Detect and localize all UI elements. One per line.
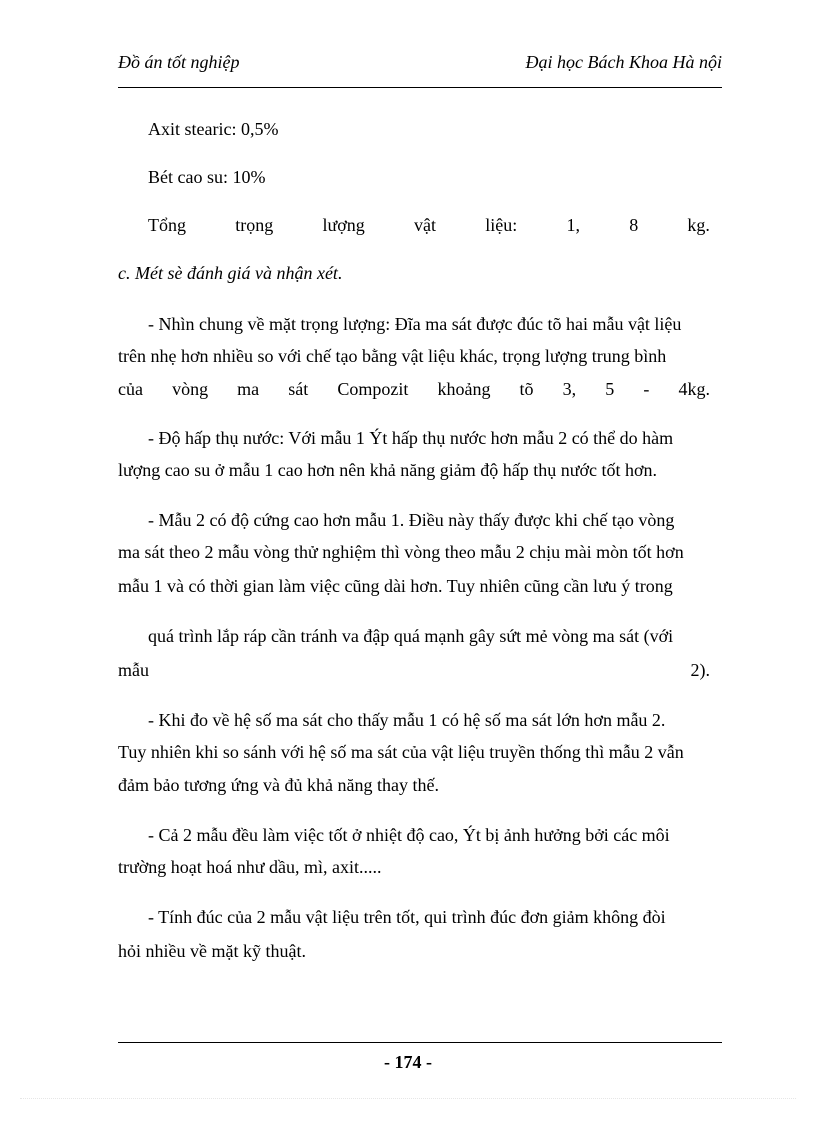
paragraph-line-text: trên nhẹ hơn nhiều so với chế tạo bằng vật liệu khác, trọng lượng trung bình (118, 346, 667, 366)
justified-word: - (643, 379, 650, 399)
paragraph-line (118, 659, 710, 681)
paragraph-line: trường hoạt hoá như dầu, mì, axit..... (118, 857, 382, 877)
justified-word: liệu: (485, 215, 518, 235)
justified-word: 4kg. (678, 379, 710, 399)
paragraph-line: quá trình lắp ráp cần tránh va đập quá mạnh gây sứt mẻ vòng ma sát (với (148, 626, 674, 646)
justified-word: kg. (687, 215, 710, 235)
justified-word: 8 (629, 215, 639, 235)
paragraph-line (118, 345, 710, 367)
header-left-title: Đồ án tốt nghiệp (118, 52, 240, 72)
paragraph-line-text: - Nhìn chung về mặt trọng lượng: Đĩa ma sát được đúc tõ hai mẫu vật liệu (148, 314, 682, 334)
paragraph-line: - Cả 2 mẫu đều làm việc tốt ở nhiệt độ cao, Ýt bị ảnh hưởng bởi các môi (148, 825, 670, 845)
header-rule (118, 87, 722, 88)
text-line-axit-stearic: Axit stearic: 0,5% (148, 119, 279, 139)
paragraph-line: Tuy nhiên khi so sánh với hệ số ma sát của vật liệu truyền thống thì mẫu 2 vẫn (118, 742, 684, 762)
justified-word: vật (413, 215, 436, 235)
paragraph-line: đảm bảo tương ứng và đủ khả năng thay thế. (118, 775, 439, 795)
paragraph-line: - Độ hấp thụ nước: Với mẫu 1 Ýt hấp thụ nước hơn mẫu 2 có thể do hàm (148, 428, 674, 448)
justified-word: của (118, 379, 143, 399)
paragraph-line: - Tính đúc của 2 mẫu vật liệu trên tốt, qui trình đúc đơn giảm không đòi (148, 907, 666, 927)
paragraph-line: - Khi đo về hệ số ma sát cho thấy mẫu 1 có hệ số ma sát lớn hơn mẫu 2. (148, 710, 666, 730)
footer-rule (118, 1042, 722, 1043)
paragraph-line (118, 378, 710, 400)
justified-word: tõ (519, 379, 534, 399)
page-edge-dotted-line (20, 1098, 796, 1099)
justified-word: Tổng (148, 215, 186, 235)
justified-word: mẫu (118, 660, 149, 680)
text-line-bet-cao-su: Bét cao su: 10% (148, 167, 266, 187)
paragraph-line (148, 313, 710, 335)
page-number: - 174 - (384, 1052, 432, 1072)
justified-word: trọng (235, 215, 274, 235)
text-line-tong-trong-luong (148, 214, 710, 236)
paragraph-line: hỏi nhiều về mặt kỹ thuật. (118, 941, 306, 961)
justified-word: khoảng (437, 379, 491, 399)
paragraph-line: lượng cao su ở mẫu 1 cao hơn nên khả năng giảm độ hấp thụ nước tốt hơn. (118, 460, 657, 480)
page-header (118, 52, 722, 80)
justified-word: 1, (566, 215, 580, 235)
header-right-title: Đại học Bách Khoa Hà nội (525, 52, 722, 72)
justified-word: vòng (172, 379, 209, 399)
paragraph-line: - Mẫu 2 có độ cứng cao hơn mẫu 1. Điều này thấy được khi chế tạo vòng (148, 510, 675, 530)
justified-word: ma (237, 379, 260, 399)
justified-word: 3, (562, 379, 577, 399)
justified-word: 2). (690, 660, 710, 680)
justified-word: lượng (322, 215, 365, 235)
paragraph-line: mẫu 1 và có thời gian làm việc cũng dài hơn. Tuy nhiên cũng cần lưu ý trong (118, 576, 673, 596)
section-heading: c. Mét sè đánh giá và nhận xét. (118, 263, 343, 283)
justified-word: sát (288, 379, 309, 399)
paragraph-line: ma sát theo 2 mẫu vòng thử nghiệm thì vòng theo mẫu 2 chịu mài mòn tốt hơn (118, 542, 684, 562)
justified-word: Compozit (337, 379, 409, 399)
justified-word: 5 (605, 379, 615, 399)
